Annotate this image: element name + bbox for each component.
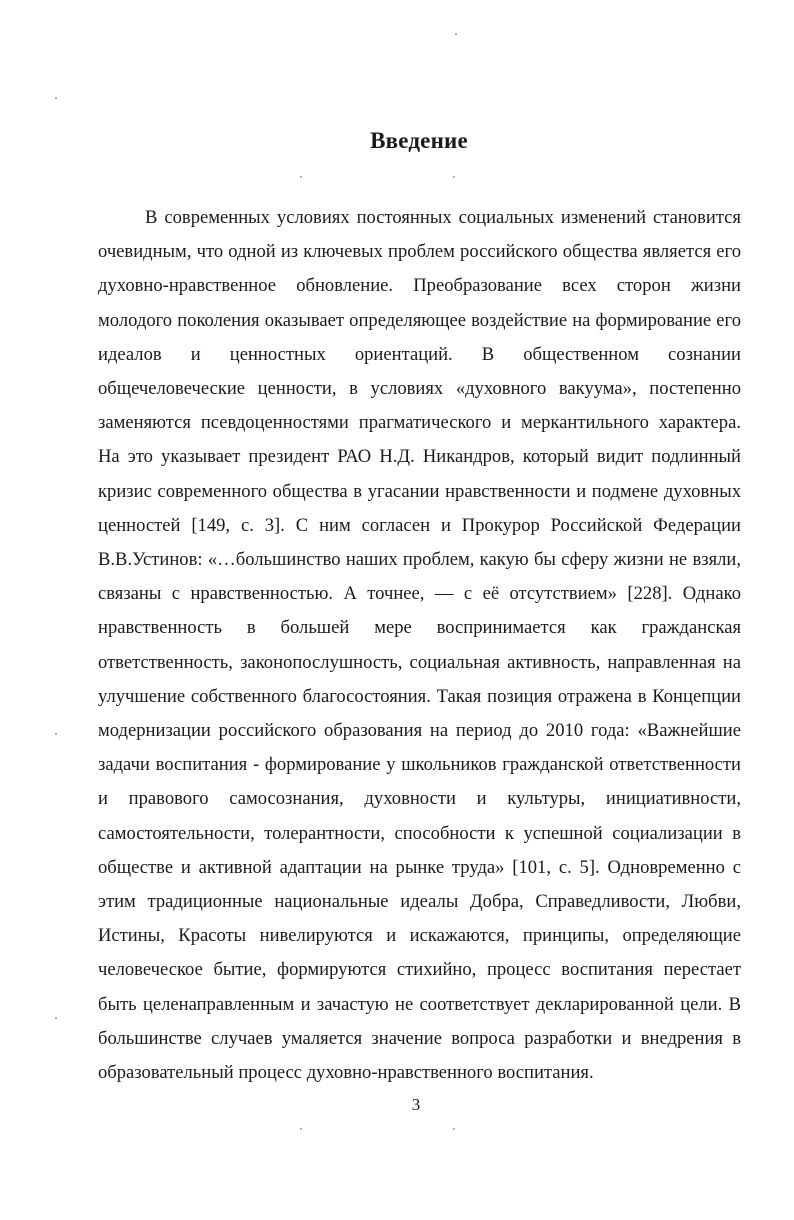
page-title: Введение [370, 128, 468, 153]
page-number: 3 [411, 1095, 421, 1114]
scan-speck [455, 33, 457, 35]
body-paragraph: В современных условиях постоянных социальных изменений становится очевидным, что одной из ключевых проблем российского общества является его духовно-нравственное обновление. Преобразование всех сторон жизни молодого поколения оказывает определяющее воздействие на формирование его идеалов и ценностных ориентаций. В общественном сознании общечеловеческие ценности, в условиях «духовного вакуума», постепенно заменяются псевдоценностями прагматического и меркантильного характера. На это указывает президент РАО Н.Д. Никандров, который видит подлинный кризис современного общества в угасании нравственности и подмене духовных ценностей [149, с. 3]. С ним согласен и Прокурор Российской Федерации В.В.Устинов: «…большинство наших проблем, какую бы сферу жизни не взяли, связаны с нравственностью. А точнее, — с её отсутствием» [228]. Однако нравственность в большей мере воспринимается как гражданская ответственность, законопослушность, социальная активность, направленная на улучшение собственного благосостояния. Такая позиция отражена в Концепции модернизации российского образования на период до 2010 года: «Важнейшие задачи воспитания - формирование у школьников гражданской ответственности и правового самосознания, духовности и культуры, инициативности, самостоятельности, толерантности, способности к успешной социализации в обществе и активной адаптации на рынке труда» [101, с. 5]. Одновременно с этим традиционные национальные идеалы Добра, Справедливости, Любви, Истины, Красоты нивелируются и искажаются, принципы, определяющие человеческое бытие, формируются стихийно, процесс воспитания перестает быть целенаправленным и зачастую не соответствует декларированной цели. В большинстве случаев умаляется значение вопроса разработки и внедрения в образовательный процесс духовно-нравственного воспитания. [98, 207, 741, 1084]
scan-speck [55, 97, 57, 99]
scan-speck [453, 1128, 455, 1130]
scan-speck [300, 176, 302, 178]
scan-speck [55, 733, 57, 735]
scan-speck [55, 1017, 57, 1019]
scan-speck [300, 1128, 302, 1130]
scan-speck [453, 176, 455, 178]
